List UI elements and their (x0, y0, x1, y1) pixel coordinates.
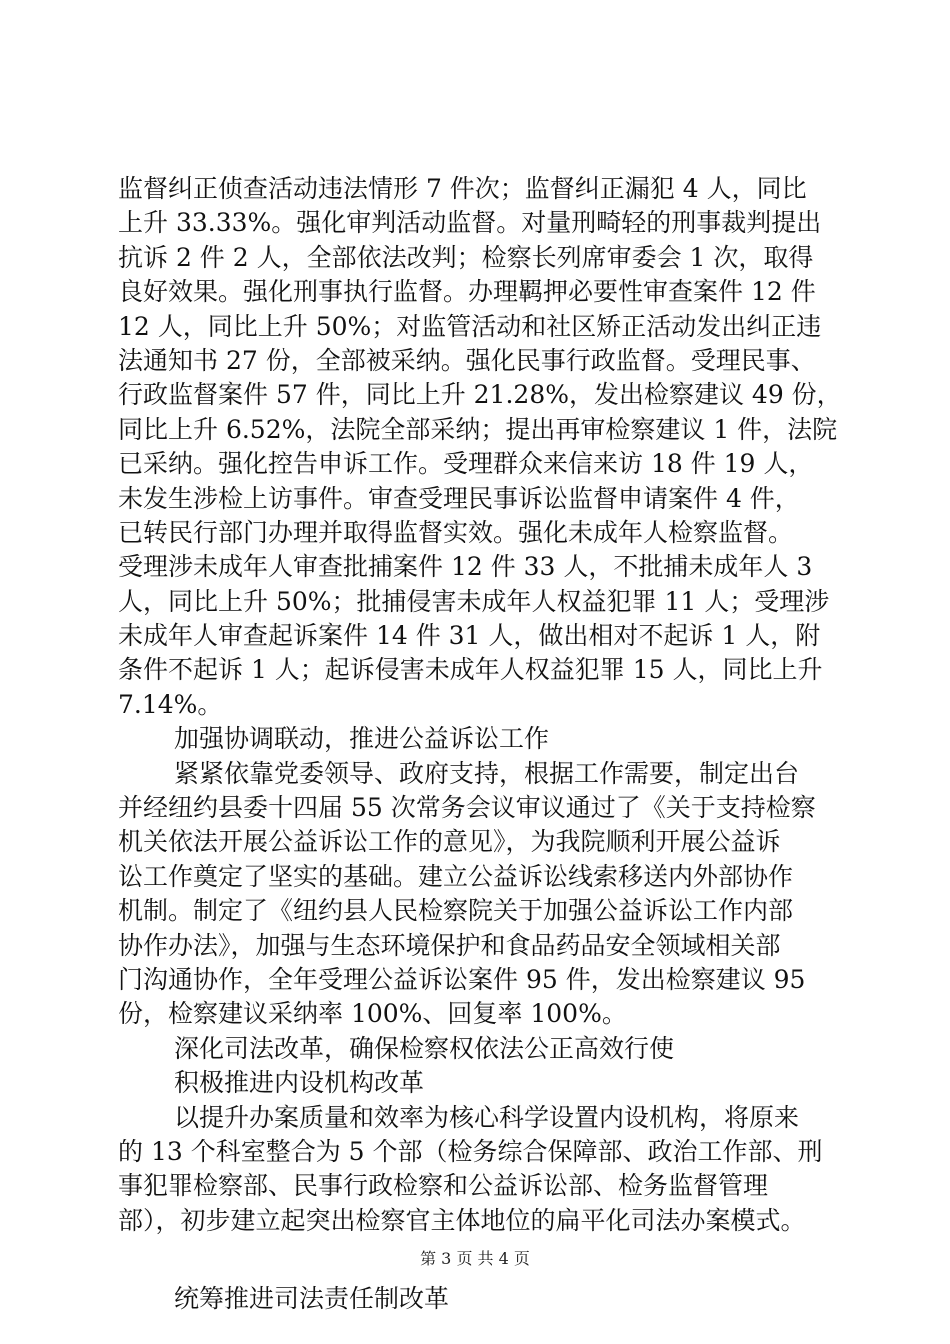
text-line: 机关依法开展公益诉讼工作的意见》，为我院顺利开展公益诉 (118, 827, 781, 857)
text-line: 人，同比上升 50%；批捕侵害未成年人权益犯罪 11 人；受理涉 (118, 586, 830, 616)
paragraph-first-line: 以提升办案质量和效率为核心科学设置内设机构，将原来 (174, 1102, 800, 1132)
text-line: 未发生涉检上访事件。审查受理民事诉讼监督申请案件 4 件， (118, 483, 800, 513)
text-line: 讼工作奠定了坚实的基础。建立公益诉讼线索移送内外部协作 (118, 861, 794, 891)
text-line: 已转民行部门办理并取得监督实效。强化未成年人检察监督。 (118, 517, 794, 547)
text-line: 未成年人审查起诉案件 14 件 31 人，做出相对不起诉 1 人，附 (118, 621, 821, 651)
text-line: 上升 33.33%。强化审判活动监督。对量刑畸轻的刑事裁判提出 (118, 208, 822, 238)
page-footer: 第 3 页 共 4 页 (420, 1249, 530, 1268)
text-line: 良好效果。强化刑事执行监督。办理羁押必要性审查案件 12 件 (118, 277, 816, 307)
paragraph-first-line: 加强协调联动，推进公益诉讼工作 (174, 724, 550, 754)
paragraph-first-line: 统筹推进司法责任制改革 (174, 1284, 450, 1314)
text-line: 份，检察建议采纳率 100%、回复率 100%。 (118, 999, 627, 1029)
text-line: 12 人，同比上升 50%；对监管活动和社区矫正活动发出纠正违 (118, 311, 822, 341)
paragraph-first-line: 深化司法改革，确保检察权依法公正高效行使 (174, 1033, 675, 1063)
text-line: 监督纠正侦查活动违法情形 7 件次；监督纠正漏犯 4 人，同比 (118, 174, 807, 203)
text-line: 同比上升 6.52%，法院全部采纳；提出再审检察建议 1 件，法院 (118, 414, 838, 444)
text-line: 已采纳。强化控告申诉工作。受理群众来信来访 18 件 19 人， (118, 449, 814, 479)
text-line: 部），初步建立起突出检察官主体地位的扁平化司法办案模式。 (118, 1205, 806, 1235)
text-line: 抗诉 2 件 2 人，全部依法改判；检察长列席审委会 1 次，取得 (118, 242, 814, 272)
text-line: 7.14%。 (118, 689, 223, 719)
text-line: 受理涉未成年人审查批捕案件 12 件 33 人，不批捕未成年人 3 (118, 552, 813, 582)
paragraph-first-line: 紧紧依靠党委领导、政府支持，根据工作需要，制定出台 (174, 758, 800, 788)
text-line: 门沟通协作，全年受理公益诉讼案件 95 件，发出检察建议 95 (118, 964, 806, 994)
text-line: 法通知书 27 份，全部被采纳。强化民事行政监督。受理民事、 (118, 345, 816, 375)
text-line: 机制。制定了《纽约县人民检察院关于加强公益诉讼工作内部 (118, 896, 794, 926)
text-line: 条件不起诉 1 人；起诉侵害未成年人权益犯罪 15 人，同比上升 (118, 655, 823, 685)
text-line: 事犯罪检察部、民事行政检察和公益诉讼部、检务监督管理 (118, 1171, 769, 1201)
text-line: 并经纽约县委十四届 55 次常务会议审议通过了《关于支持检察 (118, 793, 816, 823)
text-line: 协作办法》，加强与生态环境保护和食品药品安全领域相关部 (118, 930, 781, 960)
document-body (118, 172, 842, 1317)
text-line: 的 13 个科室整合为 5 个部（检务综合保障部、政治工作部、刑 (118, 1136, 823, 1166)
paragraph-first-line: 积极推进内设机构改革 (174, 1068, 425, 1098)
text-line: 行政监督案件 57 件，同比上升 21.28%，发出检察建议 49 份， (118, 380, 842, 410)
